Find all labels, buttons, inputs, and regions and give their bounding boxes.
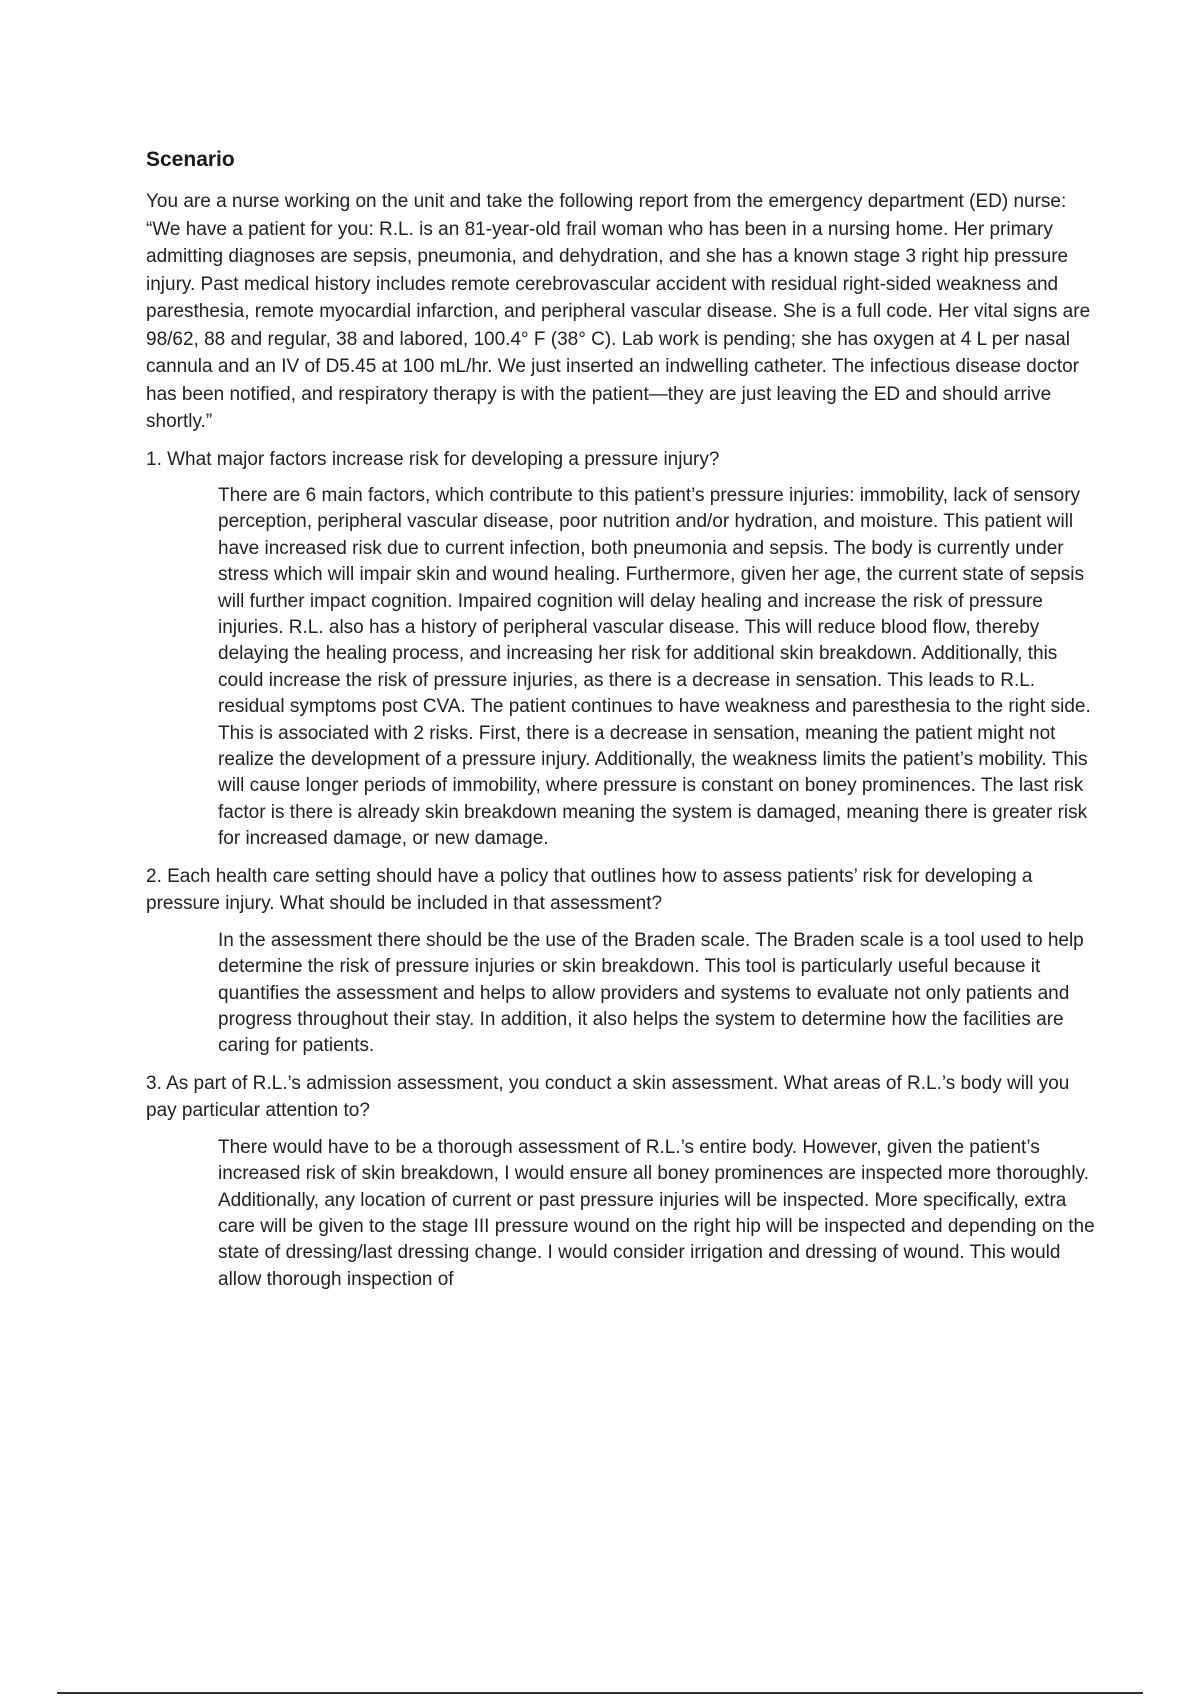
question-2: 2. Each health care setting should have a policy that outlines how to assess patients’ risk for developing a pressure injury. What should be included in that assessment? xyxy=(146,865,1033,915)
answer-3: There would have to be a thorough assessment of R.L.’s entire body. However, given the patient’s increased risk of skin breakdown, I would ensure all boney prominences are inspected more thoroughly. Additionally, any location of current or past pressure injuries will be inspected. More specifically, extra care will be given to the stage III pressure wound on the right hip will be inspected and depending on the state of dressing/last dressing change. I would consider irrigation and dressing of wound. This would allow thorough inspection of xyxy=(218,1136,1095,1290)
scenario-text: You are a nurse working on the unit and take the following report from the emergency department (ED) nurse: “We have a patient for you: R.L. is an 81-year-old frail woman who has been in a nursing home. Her primary admitting diagnoses are sepsis, pneumonia, and dehydration, and she has a known stage 3 right hip pressure injury. Past medical history includes remote cerebrovascular accident with residual right-sided weakness and paresthesia, remote myocardial infarction, and peripheral vascular disease. She is a full code. Her vital signs are 98/62, 88 and regular, 38 and labored, 100.4° F (38° C). Lab work is pending; she has oxygen at 4 L per nasal cannula and an IV of D5.45 at 100 mL/hr. We just inserted an indwelling catheter. The infectious disease doctor has been notified, and respiratory therapy is with the patient—they are just leaving the ED and should arrive shortly.” xyxy=(146,191,1091,432)
answer-2: In the assessment there should be the use of the Braden scale. The Braden scale is a tool used to help determine the risk of pressure injuries or skin breakdown. This tool is particularly useful because it quantifies the assessment and helps to allow providers and systems to evaluate not only patients and progress throughout their stay. In addition, it also helps the system to determine how the facilities are caring for patients. xyxy=(218,929,1084,1057)
question-1: 1. What major factors increase risk for developing a pressure injury? xyxy=(146,448,720,470)
question-3: 3. As part of R.L.’s admission assessment, you conduct a skin assessment. What areas of R.L.’s body will you pay particular attention to? xyxy=(146,1072,1070,1122)
page-bottom-rule xyxy=(57,1692,1143,1694)
scenario-heading: Scenario xyxy=(146,148,235,171)
answer-1: There are 6 main factors, which contribute to this patient’s pressure injuries: immobility, lack of sensory perception, peripheral vascular disease, poor nutrition and/or hydration, and moisture. This patient will have increased risk due to current infection, both pneumonia and sepsis. The body is currently under stress which will impair skin and wound healing. Furthermore, given her age, the current state of sepsis will further impact cognition. Impaired cognition will delay healing and increase the risk of pressure injuries. R.L. also has a history of peripheral vascular disease. This will reduce blood flow, thereby delaying the healing process, and increasing her risk for additional skin breakdown. Additionally, this could increase the risk of pressure injuries, as there is a decrease in sensation. This leads to R.L. residual symptoms post CVA. The patient continues to have weakness and paresthesia to the right side. This is associated with 2 risks. First, there is a decrease in sensation, meaning the patient might not realize the development of a pressure injury. Additionally, the weakness limits the patient’s mobility. This will cause longer periods of immobility, where pressure is constant on boney prominences. The last risk factor is there is already skin breakdown meaning the system is damaged, meaning there is greater risk for increased damage, or new damage. xyxy=(218,485,1091,850)
document-content xyxy=(146,146,1096,1303)
